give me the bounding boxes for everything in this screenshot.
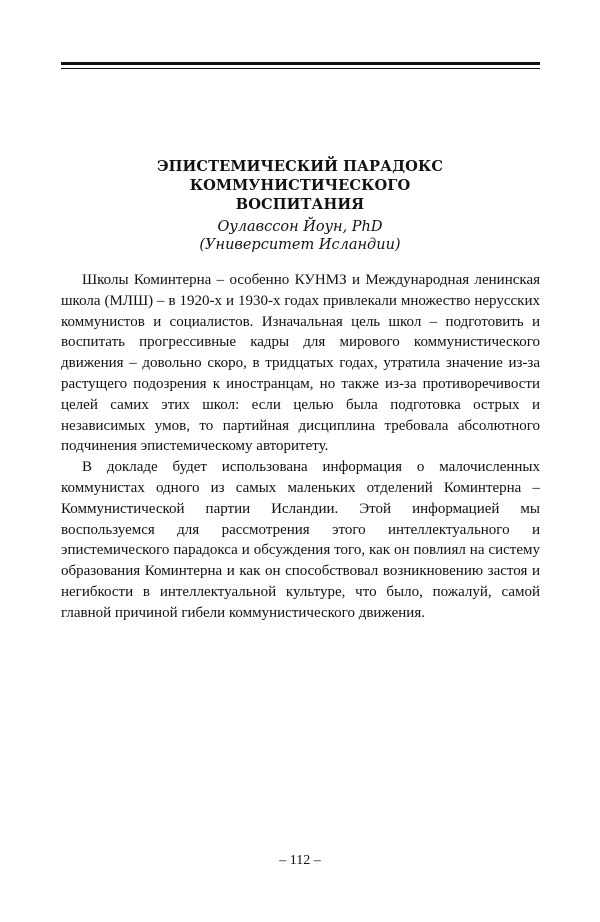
body-paragraph-1: Школы Коминтерна – особенно КУНМЗ и Международная ленинская школа (МЛШ) – в 1920-х и 1930-х годах привлекали множество нерусских коммунистов и социалистов. Изначальная цель школ – подготовить и воспитать прогрессивные кадры для мирового коммунистического движения – довольно скоро, в тридцатых годах, утратила значение из-за растущего подозрения к иностранцам, но также из-за противоречивости целей самих этих школ: если целью была подготовка острых и независимых умов, то партийная дисциплина требовала абсолютного подчинения эпистемическому авторитету. <box>61 272 540 455</box>
article-title <box>70 157 530 214</box>
author-affiliation: (Университет Исландии) <box>199 237 401 253</box>
header-rule-thick <box>61 62 540 65</box>
article-body <box>61 270 540 624</box>
title-line-1: ЭПИСТЕМИЧЕСКИЙ ПАРАДОКС КОММУНИСТИЧЕСКОГО <box>156 158 444 194</box>
page-number: – 112 – <box>279 853 321 868</box>
body-paragraph-2: В докладе будет использована информация о малочисленных коммунистах одного из самых маленьких отделений Коминтерна – Коммунистической партии Исландии. Этой информацией мы воспользуемся для рассмотрения этого интеллектуального и эпистемического парадокса и обсуждения того, как он повлиял на систему образования Коминтерна и как он способствовал возникновению застоя и негибкости в интеллектуальной культуре, что было, пожалуй, самой главной причиной гибели коммунистического движения. <box>61 459 540 621</box>
author-block <box>70 218 530 254</box>
header-rule-thin <box>61 68 540 69</box>
author-name: Оулавссон Йоун, PhD <box>217 219 383 235</box>
title-line-2: ВОСПИТАНИЯ <box>235 196 365 213</box>
